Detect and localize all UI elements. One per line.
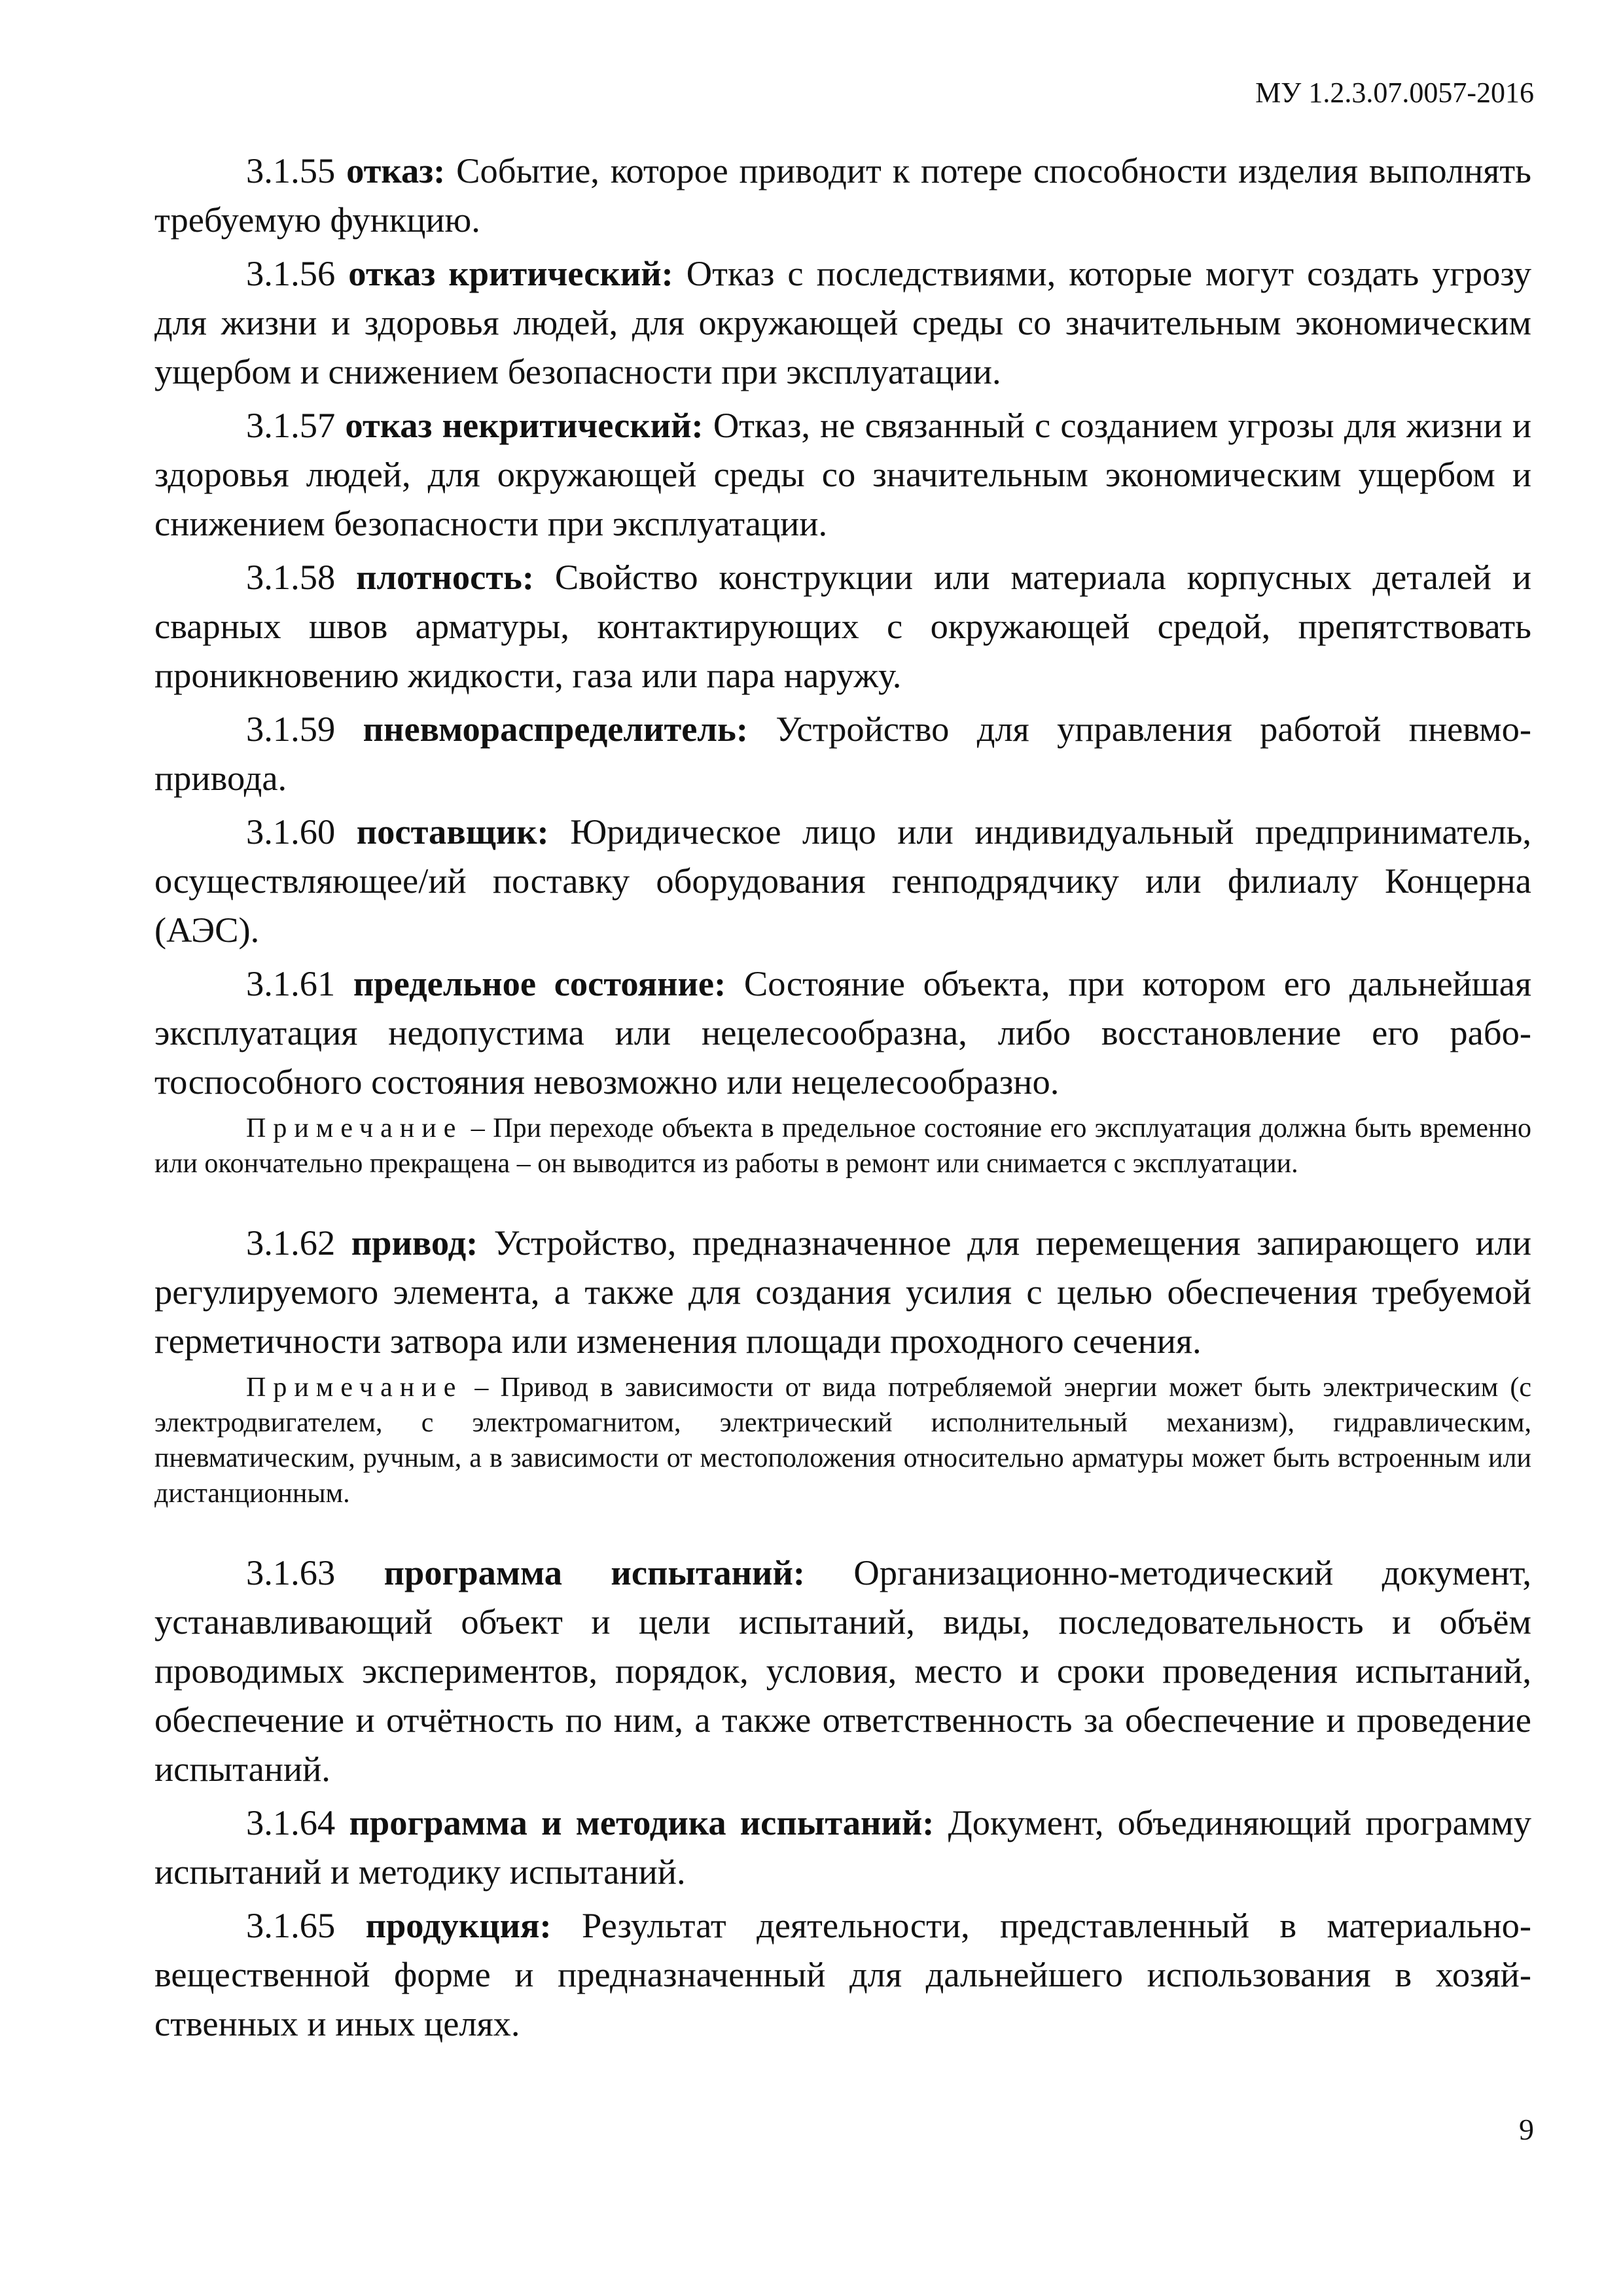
term-name: предельное состояние: xyxy=(353,963,726,1003)
term-number: 3.1.60 xyxy=(246,812,336,852)
term-3-1-57 xyxy=(154,401,1531,548)
term-number: 3.1.55 xyxy=(246,151,336,190)
term-number: 3.1.58 xyxy=(246,557,336,597)
term-3-1-60 xyxy=(154,807,1531,954)
term-definition: Организационно-методический документ, устанавливающий объект и цели испытаний, виды, последовательность и объём проводимых экспериментов, порядок, условия, место и сроки проведения испытаний, обеспечение и отчётность по ним, а также ответственность за обеспечение и проведение испытаний. xyxy=(154,1552,1532,1789)
note-text: – При переходе объекта в предельное состояние его эксплуатация должна быть временно или окончательно прекращена – он выводится из работы в ремонт или снимается с эксплуатации. xyxy=(154,1113,1532,1179)
term-number: 3.1.57 xyxy=(246,405,336,445)
note-3-1-61 xyxy=(154,1111,1531,1181)
term-definition: Состояние объекта, при котором его дальнейшая эксплуатация недопустима или нецелесообразна, либо восстановление его работоспособного состояния невозможно или нецелесообразно. xyxy=(154,963,1532,1102)
term-3-1-64 xyxy=(154,1798,1531,1896)
term-definition: Событие, которое приводит к потере способности изделия выполнять требуемую функцию. xyxy=(154,151,1532,240)
term-name: пневмораспределитель: xyxy=(363,709,748,749)
document-code: МУ 1.2.3.07.0057-2016 xyxy=(1255,77,1534,109)
term-name: отказ критический: xyxy=(348,253,673,293)
note-3-1-62 xyxy=(154,1370,1531,1511)
term-number: 3.1.62 xyxy=(246,1223,336,1263)
term-name: отказ некритический: xyxy=(345,405,704,445)
term-definition: Устройство для управления работой пневмопривода. xyxy=(154,709,1531,798)
term-number: 3.1.56 xyxy=(246,253,336,293)
term-3-1-63 xyxy=(154,1548,1531,1793)
term-definition: Устройство, предназначенное для перемещения запирающего или регулируемого элемента, а также для создания усилия с целью обеспечения требуемой герметичности затвора или изменения площади проходного сечения. xyxy=(154,1223,1531,1361)
term-name: программа и методика испытаний: xyxy=(349,1803,935,1842)
term-name: программа испытаний: xyxy=(383,1552,806,1592)
term-number: 3.1.65 xyxy=(246,1905,336,1945)
term-3-1-59 xyxy=(154,704,1531,802)
term-definition: Отказ с последствиями, которые могут создать угрозу для жизни и здоровья людей, для окружающей среды со значительным экономическим ущербом и снижением безопасности при эксплуатации. xyxy=(154,253,1532,391)
term-name: плотность: xyxy=(356,557,535,597)
term-3-1-58 xyxy=(154,552,1531,700)
term-3-1-55 xyxy=(154,146,1531,244)
term-definition: Отказ, не связанный с созданием угрозы для жизни и здоровья людей, для окружающей среды со значительным экономическим ущербом и снижением безопасности при эксплуатации. xyxy=(154,405,1532,543)
note-label: Примечание xyxy=(246,1372,463,1403)
term-name: поставщик: xyxy=(356,812,549,852)
note-label: Примечание xyxy=(246,1113,463,1143)
term-number: 3.1.61 xyxy=(246,963,336,1003)
term-definition: Свойство конструкции или материала корпусных деталей и сварных швов арматуры, контактирующих с окружающей средой, препятствовать проникновению жидкости, газа или пара наружу. xyxy=(154,557,1532,695)
term-name: привод: xyxy=(351,1223,478,1263)
page-number: 9 xyxy=(1519,2113,1534,2146)
terms-list xyxy=(154,146,1531,2053)
note-text: – Привод в зависимости от вида потребляемой энергии может быть электрическим (с электродвигателем, с электромагнитом, электрический исполнительный механизм), гидравлическим, пневматическим, ручным, а в зависимости от местоположения относительно арматуры может быть встроенным или дистанционным. xyxy=(154,1372,1531,1509)
term-3-1-61 xyxy=(154,959,1531,1106)
term-number: 3.1.64 xyxy=(246,1803,336,1842)
term-3-1-62 xyxy=(154,1218,1531,1365)
term-number: 3.1.59 xyxy=(246,709,336,749)
term-name: продукция: xyxy=(365,1905,552,1945)
term-definition: Результат деятельности, представленный в материально-вещественной форме и предназначенный для дальнейшего использования в хозяйственных и иных целях. xyxy=(154,1905,1532,2043)
term-number: 3.1.63 xyxy=(246,1552,336,1592)
term-name: отказ: xyxy=(346,151,446,190)
term-definition: Юридическое лицо или индивидуальный предприниматель, осуществляющее/ий поставку оборудования генподрядчику или филиалу Концерна (АЭС). xyxy=(154,812,1532,950)
term-3-1-56 xyxy=(154,249,1531,396)
term-definition: Документ, объединяющий программу испытаний и методику испытаний. xyxy=(154,1803,1532,1892)
term-3-1-65 xyxy=(154,1901,1531,2048)
